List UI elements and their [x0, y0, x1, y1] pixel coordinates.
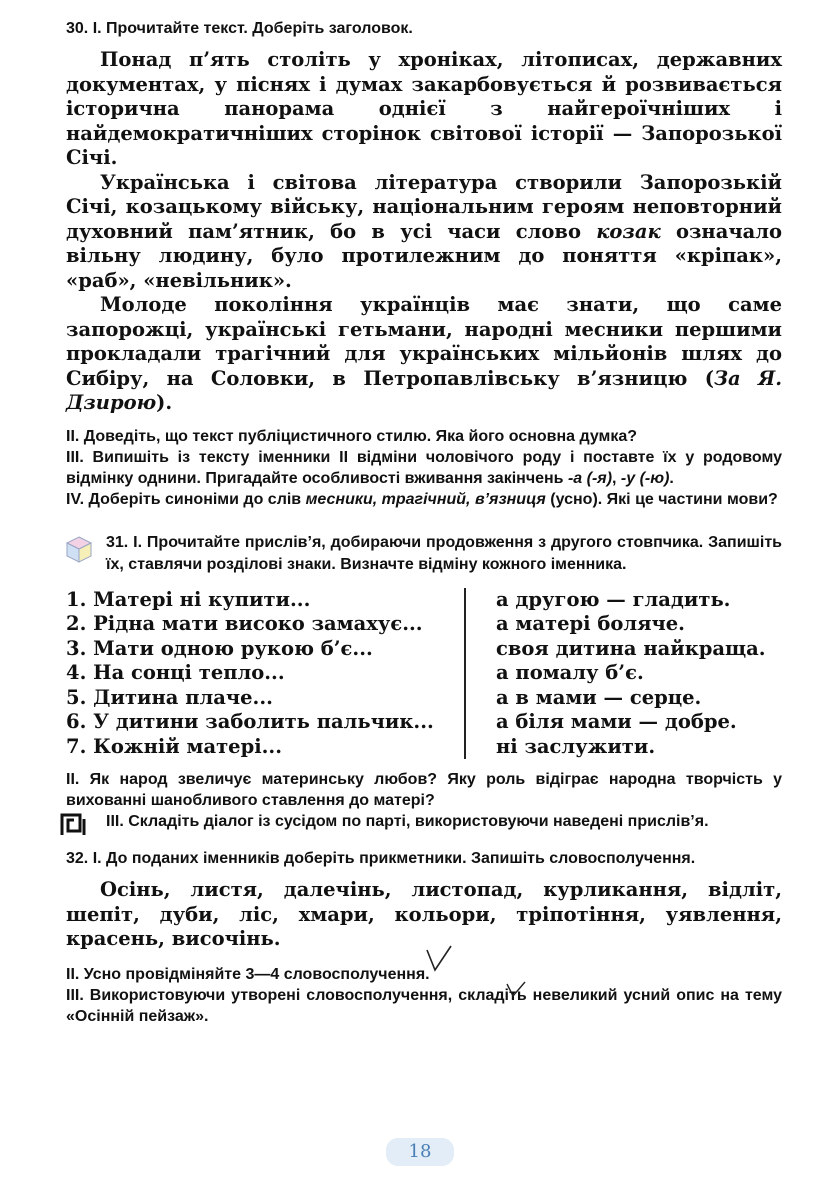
exercise-32 [66, 848, 782, 1027]
proverbs-table [66, 588, 782, 760]
ex30-paragraph-1: Понад п’ять століть у хроніках, літописах, державних документах, у піснях і думах закарбовується й розвивається історична панорама однієї з найгероїчніших і найдемократичніших сторінок світової історії — Запорозької Січі. [66, 48, 782, 169]
ex32-word-list: Осінь, листя, далечінь, листопад, курликання, відліт, шепіт, дуби, ліс, хмари, кольори, тріпотіння, уявлення, красень, височінь. [66, 878, 782, 950]
proverb-ending: своя дитина найкраща. [496, 636, 766, 660]
exercise-31-title: 31. І. Прочитайте прислів’я, добираючи продовження з другого стовпчика. Запишіть їх, ставлячи розділові знаки. Визначте відміну кожного іменника. [106, 533, 782, 573]
proverb-ending: а помалу б’є. [496, 661, 644, 684]
exercise-30 [66, 18, 782, 510]
proverb-ending: а в мами — серце. [496, 685, 702, 709]
ex32-task-2: ІІ. Усно провідміняйте 3—4 словосполучення. [66, 965, 430, 983]
ex31-task-3-block [66, 811, 782, 832]
proverb-ending: а матері боляче. [496, 612, 685, 635]
exercise-30-title: 30. І. Прочитайте текст. Доберіть заголовок. [66, 20, 413, 37]
ex31-task-3: ІІІ. Складіть діалог із сусідом по парті, використовуючи наведені прислів’я. [106, 813, 709, 830]
proverb-start: 4. На сонці тепло... [66, 661, 285, 684]
textbook-page [66, 18, 782, 1027]
ex30-paragraph-2: Українська і світова література створили Запорозькій Січі, козацькому війську, національним героям неповторний духовний пам’ятник, бо в усі часи слово козак означало вільну людину, було протилежним до поняття «кріпак», «раб», «невільник». [66, 170, 782, 292]
ex30-paragraph-3: Молоде покоління українців має знати, що саме запорожці, українські гетьмани, народні месники першими прокладали трагічний для українських мільйонів шлях до Сибіру, на Соловки, в Петропавлівську в’язницю (За Я. Дзирою). [66, 293, 782, 414]
proverb-start: 6. У дитини заболить пальчик... [66, 710, 434, 733]
cube-icon [64, 534, 94, 564]
ex31-task-2: ІІ. Як народ звеличує материнську любов? Яку роль відіграє народна творчість у вихованні шанобливого ставлення до матері? [66, 771, 782, 809]
exercise-32-title: 32. І. До поданих іменників доберіть прикметники. Запишіть словосполучення. [66, 850, 696, 867]
proverb-start: 7. Кожній матері... [66, 734, 282, 758]
proverb-start: 1. Матері ні купити... [66, 587, 311, 611]
ex32-task-3: ІІІ. Використовуючи утворені словосполучення, складіть невеликий усний опис на тему «Осінній пейзаж». [66, 986, 782, 1025]
proverb-start: 2. Рідна мати високо замахує... [66, 612, 423, 635]
proverb-ending: а біля мами — добре. [496, 710, 737, 733]
proverb-start: 3. Мати одною рукою б’є... [66, 636, 373, 660]
ex30-task-3: ІІІ. Випишіть із тексту іменники ІІ відміни чоловічого роду і поставте їх у родовому відмінку однини. Пригадайте особливості вживання закінчень -а (-я), -у (-ю). [66, 448, 782, 487]
exercise-31 [66, 532, 782, 576]
proverb-start: 5. Дитина плаче... [66, 685, 273, 709]
proverbs-left-column [66, 588, 466, 760]
proverb-ending: а другою — гладить. [496, 587, 731, 611]
proverb-ending: ні заслужити. [496, 734, 656, 758]
page-number: 18 [386, 1138, 454, 1166]
dialogue-icon [58, 811, 92, 837]
ex30-task-2: ІІ. Доведіть, що текст публіцистичного стилю. Яка його основна думка? [66, 427, 638, 445]
ex30-task-4: IV. Доберіть синоніми до слів месники, трагічний, в’язниця (усно). Які це частини мови? [66, 490, 778, 508]
proverbs-right-column [466, 588, 766, 760]
